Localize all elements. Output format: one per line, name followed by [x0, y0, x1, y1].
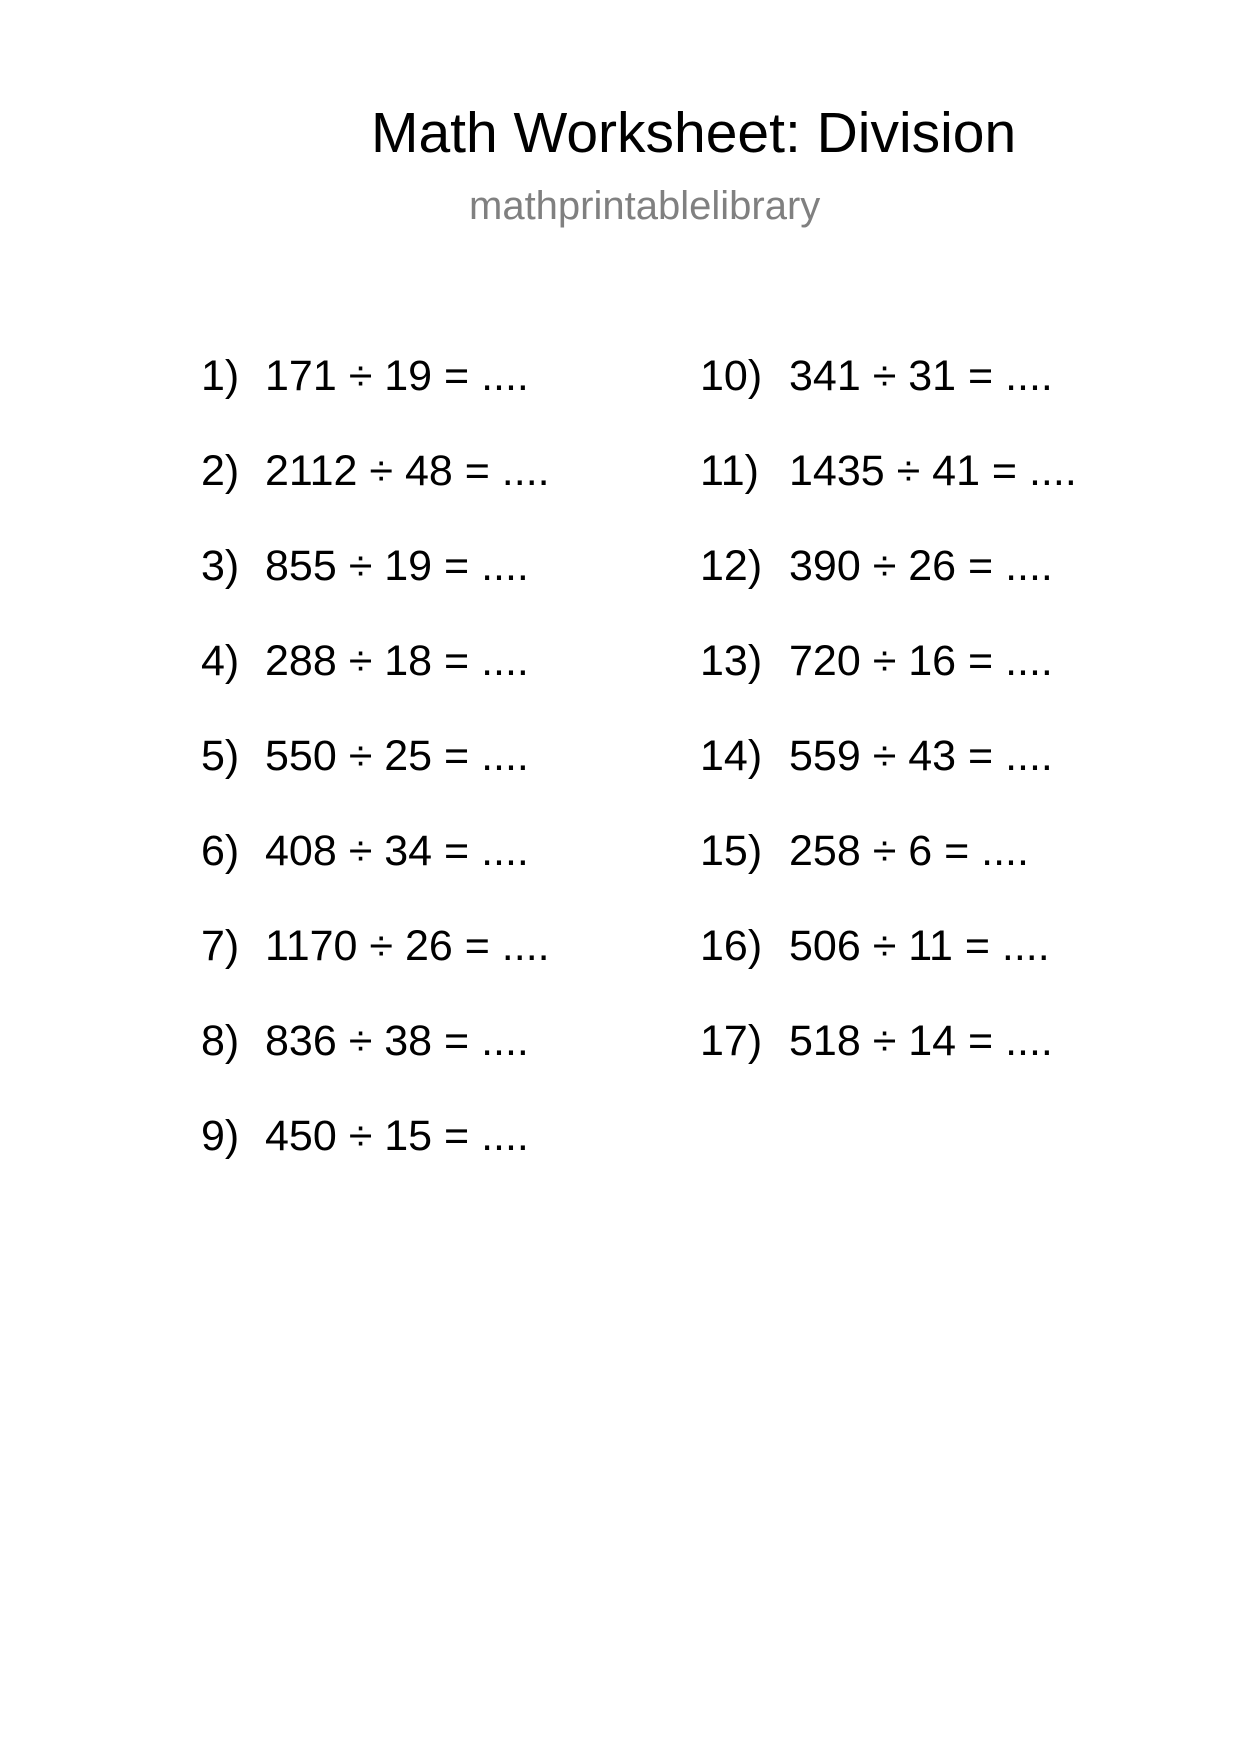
- worksheet-title: Math Worksheet: Division: [371, 101, 1017, 165]
- problem-number: 17): [700, 1017, 763, 1065]
- problem-expression: 836 ÷ 38 = ....: [265, 1017, 529, 1065]
- problem-expression: 2112 ÷ 48 = ....: [265, 447, 550, 495]
- problem-expression: 450 ÷ 15 = ....: [265, 1112, 529, 1160]
- problem-number: 11): [700, 447, 759, 495]
- problem-number: 10): [700, 352, 763, 400]
- problem-expression: 720 ÷ 16 = ....: [789, 637, 1053, 685]
- problem-number: 6): [201, 827, 240, 875]
- problem-expression: 341 ÷ 31 = ....: [789, 352, 1053, 400]
- problem-number: 14): [700, 732, 763, 780]
- problem-number: 2): [201, 447, 240, 495]
- problem-number: 9): [201, 1112, 240, 1160]
- problem-number: 16): [700, 922, 763, 970]
- problem-expression: 559 ÷ 43 = ....: [789, 732, 1053, 780]
- problem-number: 13): [700, 637, 763, 685]
- problem-number: 3): [201, 542, 240, 590]
- problem-expression: 258 ÷ 6 = ....: [789, 827, 1029, 875]
- problem-expression: 171 ÷ 19 = ....: [265, 352, 529, 400]
- problem-expression: 1435 ÷ 41 = ....: [789, 447, 1077, 495]
- problem-expression: 550 ÷ 25 = ....: [265, 732, 529, 780]
- problem-number: 15): [700, 827, 763, 875]
- problem-expression: 390 ÷ 26 = ....: [789, 542, 1053, 590]
- worksheet-subtitle: mathprintablelibrary: [469, 184, 821, 228]
- problem-expression: 855 ÷ 19 = ....: [265, 542, 529, 590]
- problem-expression: 518 ÷ 14 = ....: [789, 1017, 1053, 1065]
- problem-expression: 1170 ÷ 26 = ....: [265, 922, 550, 970]
- problem-number: 12): [700, 542, 763, 590]
- problem-number: 5): [201, 732, 240, 780]
- problem-number: 1): [201, 352, 240, 400]
- problem-number: 7): [201, 922, 240, 970]
- problem-number: 4): [201, 637, 240, 685]
- problem-expression: 408 ÷ 34 = ....: [265, 827, 529, 875]
- problem-expression: 506 ÷ 11 = ....: [789, 922, 1050, 970]
- problem-expression: 288 ÷ 18 = ....: [265, 637, 529, 685]
- problem-number: 8): [201, 1017, 240, 1065]
